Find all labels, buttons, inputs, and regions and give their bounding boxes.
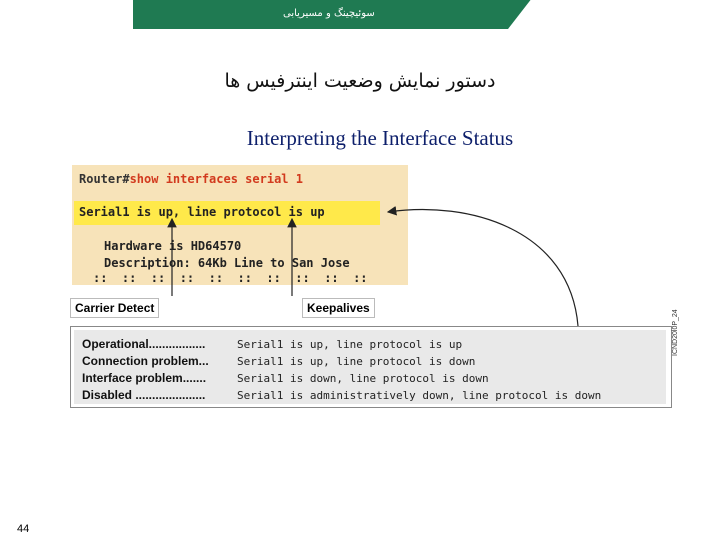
slide-title-farsi: دستور نمایش وضعیت اینترفیس ها [224,70,496,92]
terminal-status-line: Serial1 is up, line protocol is up [79,205,325,219]
terminal-description-line: Description: 64Kb Line to San Jose [104,256,350,270]
state-command-connection: Serial1 is up, line protocol is down [237,355,476,368]
state-command-interface: Serial1 is down, line protocol is down [237,372,489,385]
terminal-dots-line: :: :: :: :: :: :: :: :: :: :: [93,271,368,285]
slide-title-english: Interpreting the Interface Status [246,126,514,150]
figure-code: ICND20l0P_24 [672,309,679,356]
state-label-operational: Operational................. [82,337,206,351]
state-command-disabled: Serial1 is administratively down, line protocol is down [237,389,602,402]
state-label-connection: Connection problem... [82,354,209,368]
terminal-hardware-line: Hardware is HD64570 [104,239,242,253]
state-label-interface: Interface problem....... [82,371,207,385]
state-label-disabled: Disabled ..................... [82,388,206,402]
page-number: 44 [17,523,30,535]
carrier-detect-label: Carrier Detect [70,298,159,318]
status-curve-arrow [388,209,578,326]
banner-text: سوئیچینگ و مسیریابی [283,8,375,19]
state-command-operational: Serial1 is up, line protocol is up [237,338,463,351]
keepalives-label: Keepalives [302,298,375,318]
terminal-command: show interfaces serial 1 [129,172,303,186]
terminal-prompt: Router# [79,172,130,186]
